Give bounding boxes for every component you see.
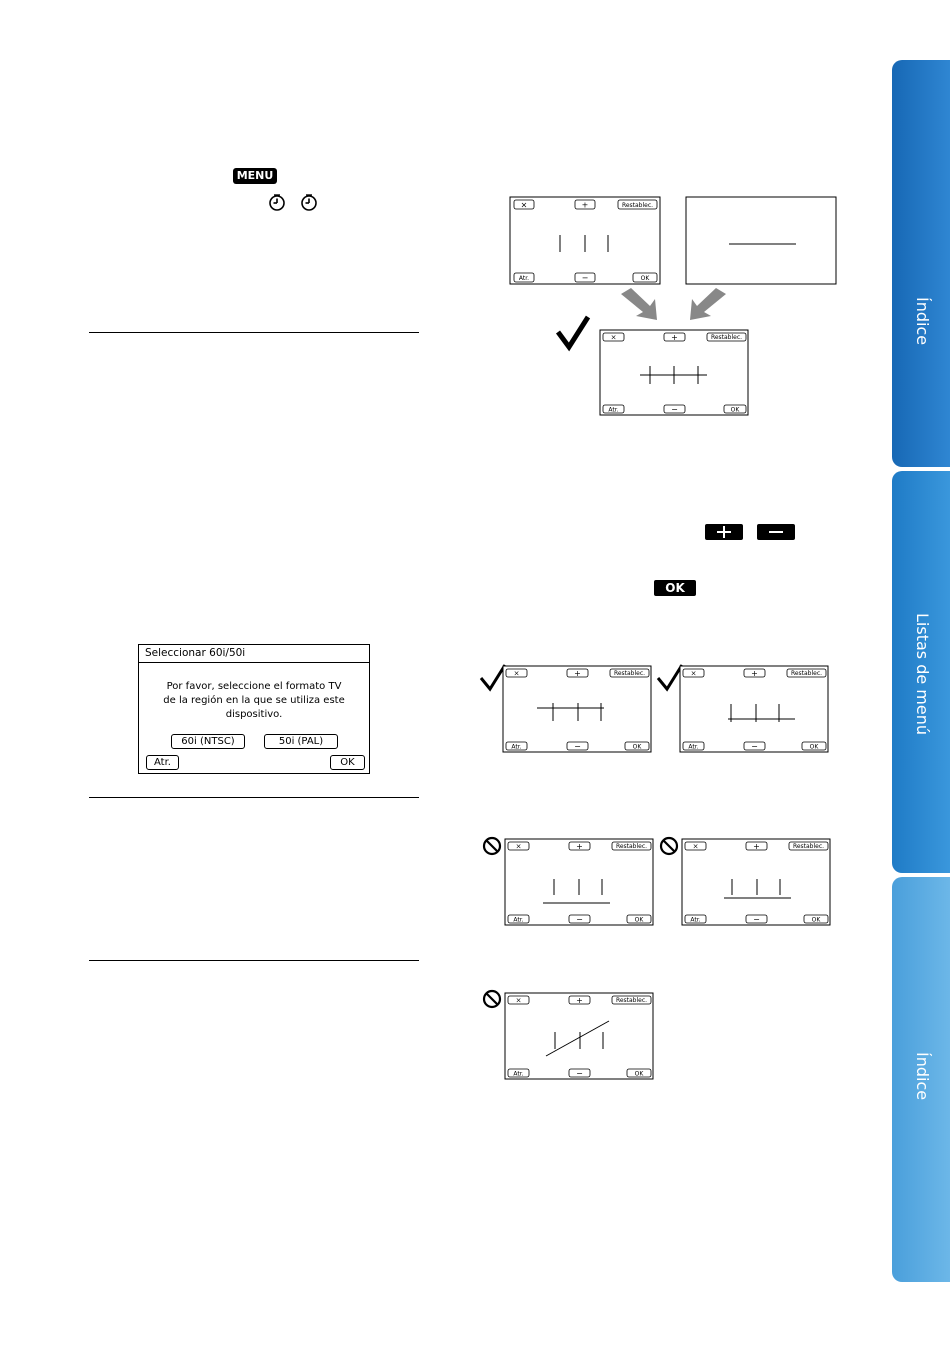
plus-icon: + bbox=[581, 200, 589, 210]
touch-screen-example bbox=[505, 993, 653, 1079]
svg-text:−: − bbox=[574, 742, 581, 751]
arrow-icon bbox=[621, 288, 726, 320]
svg-text:−: − bbox=[751, 742, 758, 751]
tab-listas-de-menu[interactable] bbox=[892, 471, 950, 873]
svg-text:OK: OK bbox=[811, 916, 821, 924]
example-screens bbox=[478, 660, 838, 1085]
back-label: Atr. bbox=[518, 275, 530, 282]
svg-text:Restablec.: Restablec. bbox=[792, 843, 825, 850]
svg-text:Atr.: Atr. bbox=[513, 1070, 524, 1078]
touch-screen-example bbox=[505, 839, 653, 925]
svg-text:×: × bbox=[515, 842, 522, 851]
tab-label: Índice bbox=[913, 297, 932, 346]
svg-text:+: + bbox=[576, 996, 583, 1005]
tab-indice-top[interactable] bbox=[892, 60, 950, 467]
dialog-message: Por favor, seleccione el formato TV de la región en la que se utiliza este dispositivo. bbox=[163, 681, 345, 720]
svg-text:Restablec.: Restablec. bbox=[613, 670, 646, 677]
ok-button[interactable]: OK bbox=[330, 755, 365, 770]
pal-button[interactable]: 50i (PAL) bbox=[264, 734, 338, 749]
svg-text:×: × bbox=[692, 842, 699, 851]
plus-button-icon bbox=[705, 524, 743, 540]
ok-label: OK bbox=[640, 275, 650, 282]
svg-text:OK: OK bbox=[809, 743, 819, 751]
section-divider bbox=[89, 332, 419, 333]
prohibited-icon bbox=[484, 838, 500, 854]
svg-text:Atr.: Atr. bbox=[511, 743, 522, 751]
svg-text:−: − bbox=[576, 915, 583, 924]
svg-text:+: + bbox=[574, 669, 581, 678]
checkmark-icon bbox=[558, 317, 588, 347]
format-select-dialog bbox=[138, 644, 370, 774]
tab-label: Índice bbox=[913, 1052, 932, 1101]
section-divider bbox=[89, 960, 419, 961]
calibration-illustration bbox=[470, 190, 850, 420]
section-divider bbox=[89, 797, 419, 798]
svg-text:Restablec.: Restablec. bbox=[790, 670, 823, 677]
dialog-title: Seleccionar 60i/50i bbox=[139, 645, 369, 663]
svg-text:+: + bbox=[576, 842, 583, 851]
svg-text:−: − bbox=[671, 405, 678, 414]
checkmark-icon bbox=[481, 665, 505, 689]
ok-button-icon: OK bbox=[654, 580, 696, 596]
svg-text:Restablec.: Restablec. bbox=[615, 997, 648, 1004]
touch-screen-example bbox=[680, 666, 828, 752]
touch-screen-example bbox=[682, 839, 830, 925]
ntsc-button[interactable]: 60i (NTSC) bbox=[171, 734, 245, 749]
clock-icon bbox=[268, 193, 286, 211]
svg-text:OK: OK bbox=[632, 743, 642, 751]
prohibited-icon bbox=[484, 991, 500, 1007]
touch-screen-example bbox=[503, 666, 651, 752]
tab-label: Listas de menú bbox=[913, 613, 932, 735]
touch-screen-a bbox=[510, 197, 660, 284]
svg-text:×: × bbox=[690, 669, 697, 678]
svg-text:×: × bbox=[610, 333, 617, 342]
svg-text:Atr.: Atr. bbox=[688, 743, 699, 751]
minus-button-icon bbox=[757, 524, 795, 540]
touch-screen-correct bbox=[600, 330, 748, 415]
tab-indice-bottom[interactable] bbox=[892, 877, 950, 1282]
svg-text:OK: OK bbox=[730, 406, 740, 414]
reset-label: Restablec. bbox=[621, 202, 654, 209]
svg-text:+: + bbox=[671, 333, 678, 342]
svg-text:×: × bbox=[513, 669, 520, 678]
svg-text:+: + bbox=[753, 842, 760, 851]
checkmark-icon bbox=[658, 665, 682, 689]
svg-text:−: − bbox=[753, 915, 760, 924]
close-icon: × bbox=[520, 200, 528, 210]
minus-icon: − bbox=[581, 273, 589, 283]
prohibited-icon bbox=[661, 838, 677, 854]
svg-text:Atr.: Atr. bbox=[690, 916, 701, 924]
svg-text:Restablec.: Restablec. bbox=[615, 843, 648, 850]
clock-icon bbox=[300, 193, 318, 211]
svg-text:OK: OK bbox=[634, 1070, 644, 1078]
touch-screen-b bbox=[686, 197, 836, 284]
svg-text:+: + bbox=[751, 669, 758, 678]
svg-text:Atr.: Atr. bbox=[608, 406, 619, 414]
back-button[interactable]: Atr. bbox=[146, 755, 179, 770]
svg-text:−: − bbox=[576, 1069, 583, 1078]
svg-text:Atr.: Atr. bbox=[513, 916, 524, 924]
svg-text:Restablec.: Restablec. bbox=[710, 334, 743, 341]
menu-button-icon: MENU bbox=[233, 168, 277, 184]
svg-text:×: × bbox=[515, 996, 522, 1005]
svg-text:OK: OK bbox=[634, 916, 644, 924]
